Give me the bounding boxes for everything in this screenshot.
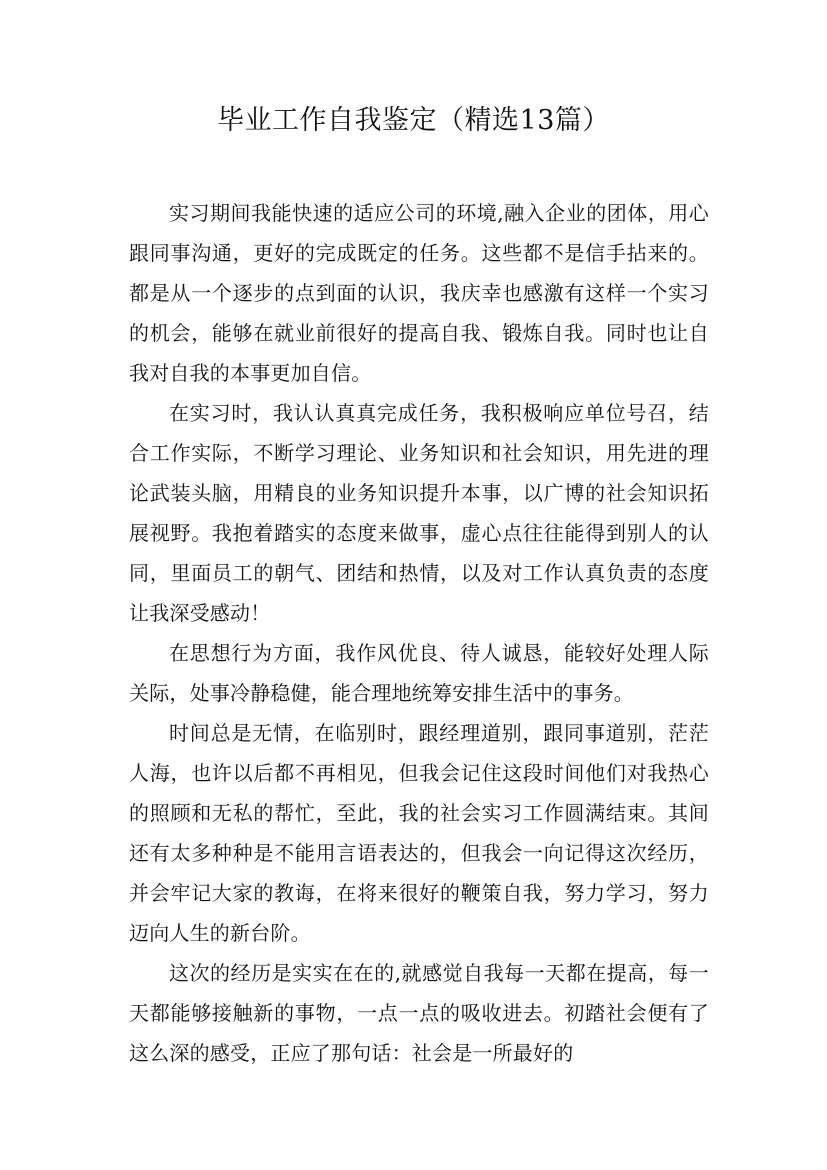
paragraph-1: 实习期间我能快速的适应公司的环境,融入企业的团体，用心跟同事沟通，更好的完成既定的任务。这些都不是信手拈来的。都是从一个逐步的点到面的认识，我庆幸也感激有这样一个实习的机会，能够在就业前很好的提高自我、锻炼自我。同时也让自我对自我的本事更加自信。 xyxy=(129,201,709,385)
paragraph-5: 这次的经历是实实在在的,就感觉自我每一天都在提高，每一天都能够接触新的事物，一点一点的吸收进去。初踏社会便有了这么深的感受，正应了那句话：社会是一所最好的 xyxy=(129,961,709,1065)
paragraph-4: 时间总是无情，在临别时，跟经理道别，跟同事道别，茫茫人海，也许以后都不再相见，但我会记住这段时间他们对我热心的照顾和无私的帮忙，至此，我的社会实习工作圆满结束。其间还有太多种种是不能用言语表达的，但我会一向记得这次经历，并会牢记大家的教诲，在将来很好的鞭策自我，努力学习，努力迈向人生的新台阶。 xyxy=(129,721,709,945)
paragraph-2: 在实习时，我认认真真完成任务，我积极响应单位号召，结合工作实际，不断学习理论、业务知识和社会知识，用先进的理论武装头脑，用精良的业务知识提升本事，以广博的社会知识拓展视野。我抱着踏实的态度来做事，虚心点往往能得到别人的认同，里面员工的朝气、团结和热情，以及对工作认真负责的态度让我深受感动！ xyxy=(129,401,709,625)
document-body xyxy=(129,193,709,1073)
document-title: 毕业工作自我鉴定（精选13篇） xyxy=(217,105,610,136)
paragraph-3: 在思想行为方面，我作风优良、待人诚恳，能较好处理人际关际，处事冷静稳健，能合理地统筹安排生活中的事务。 xyxy=(129,641,709,705)
